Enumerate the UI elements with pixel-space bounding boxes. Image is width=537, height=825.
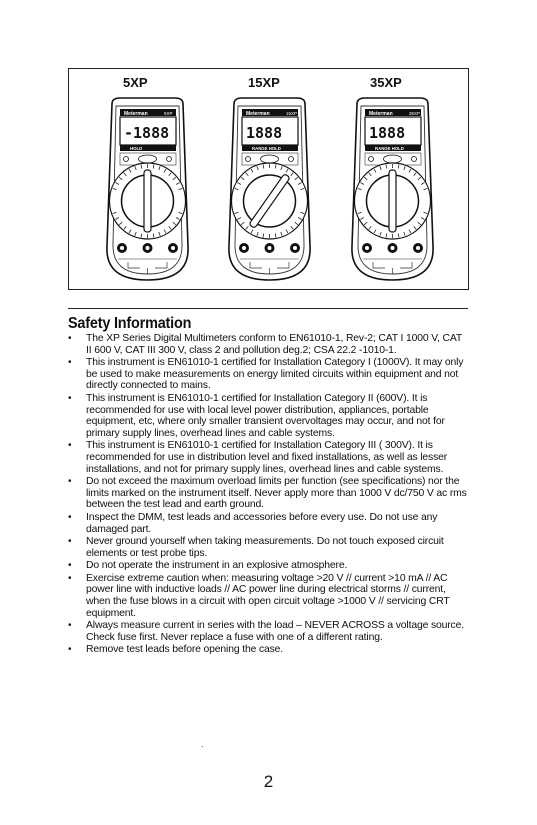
safety-item-text: Do not exceed the maximum overload limits per function (see specifications) nor the limits marked on the instrument itself. Never apply more than 1000 V dc/750 V ac rms between the test lead and earth ground. xyxy=(86,476,467,511)
bullet-icon: • xyxy=(68,620,72,632)
bullet-icon: • xyxy=(68,333,72,344)
svg-text:1888: 1888 xyxy=(246,124,283,142)
page-number: 2 xyxy=(263,772,274,791)
svg-text:15XP: 15XP xyxy=(286,111,298,116)
model-label-35xp: 35XP xyxy=(370,75,402,90)
safety-item-text: This instrument is EN61010-1 certified for Installation Category III ( 300V). It is recommended for use in distribution level and fixed installations, as well as lesser installations, and not for primary supply lines, overhead lines and cable systems. xyxy=(86,440,448,475)
bullet-icon: • xyxy=(68,536,72,548)
svg-text:Meterman: Meterman xyxy=(369,111,393,117)
safety-item-text: Do not operate the instrument in an explosive atmosphere. xyxy=(86,560,348,572)
model-label-15xp: 15XP xyxy=(248,75,280,90)
bullet-icon: • xyxy=(68,511,72,523)
bullet-icon: • xyxy=(68,476,72,488)
svg-text:RANGE HOLD: RANGE HOLD xyxy=(252,146,281,151)
bullet-icon: • xyxy=(68,644,72,656)
safety-item xyxy=(68,357,470,392)
safety-item-text: Remove test leads before opening the case. xyxy=(86,644,284,656)
bullet-icon: • xyxy=(68,560,72,572)
svg-text:1888: 1888 xyxy=(369,124,406,142)
safety-item-text: This instrument is EN61010-1 certified for Installation Category II (600V). It is recommended for use with local level power distribution, appliances, portable equipment, etc, where only smaller transient overvoltages may occur, and not for primary supply lines, overhead lines and cable systems. xyxy=(86,392,445,439)
safety-item-text: Inspect the DMM, test leads and accessories before every use. Do not use any damaged part. xyxy=(86,511,438,535)
safety-item-text: Always measure current in series with the load – NEVER ACROSS a voltage source. Check fuse first. Never replace a fuse with one of a different rating. xyxy=(86,620,464,643)
multimeter-5xp-illustration xyxy=(100,96,195,282)
safety-item xyxy=(68,560,470,572)
safety-item-text: The XP Series Digital Multimeters conform to EN61010-1, Rev-2; CAT I 1000 V, CAT II 600 V, CAT III 300 V, class 2 and pollution deg.2; CSA 22.2 -1010-1. xyxy=(86,333,462,356)
multimeter-35xp-illustration xyxy=(345,96,440,282)
safety-item xyxy=(68,536,470,559)
svg-text:Meterman: Meterman xyxy=(246,111,270,117)
section-title: Safety Information xyxy=(68,315,192,332)
multimeter-figure xyxy=(68,68,469,290)
bullet-icon: • xyxy=(68,357,72,369)
safety-item xyxy=(68,512,470,535)
model-label-5xp: 5XP xyxy=(123,75,148,90)
scan-speck xyxy=(202,746,203,747)
safety-item-text: This instrument is EN61010-1 certified for Installation Category I (1000V). It may only be used to make measurements on energy limited circuits within equipment and not directly connected to mains. xyxy=(86,357,464,392)
safety-list xyxy=(68,333,470,657)
section-divider xyxy=(68,308,468,309)
safety-item xyxy=(68,644,470,656)
safety-item xyxy=(68,393,470,439)
bullet-icon: • xyxy=(68,572,72,584)
safety-item-text: Exercise extreme caution when: measuring voltage >20 V // current >10 mA // AC power line with inductive loads // AC power line during electrical storms // current, when the fuse blows in a circuit with open circuit voltage >1000 V // servicing CRT equipment. xyxy=(86,572,450,619)
bullet-icon: • xyxy=(68,392,72,404)
bullet-icon: • xyxy=(68,440,72,452)
safety-item xyxy=(68,573,470,619)
safety-item-text: Never ground yourself when taking measurements. Do not touch exposed circuit elements or test probe tips. xyxy=(86,536,444,559)
svg-text:HOLD: HOLD xyxy=(130,146,143,151)
multimeter-15xp-illustration xyxy=(222,96,317,282)
svg-text:Meterman: Meterman xyxy=(124,111,148,117)
safety-item xyxy=(68,620,470,643)
safety-item xyxy=(68,333,470,356)
svg-text:RANGE HOLD: RANGE HOLD xyxy=(375,146,404,151)
safety-item xyxy=(68,476,470,511)
svg-text:-1888: -1888 xyxy=(124,124,170,142)
safety-item xyxy=(68,440,470,475)
svg-text:35XP: 35XP xyxy=(409,111,421,116)
svg-text:5XP: 5XP xyxy=(164,111,173,116)
